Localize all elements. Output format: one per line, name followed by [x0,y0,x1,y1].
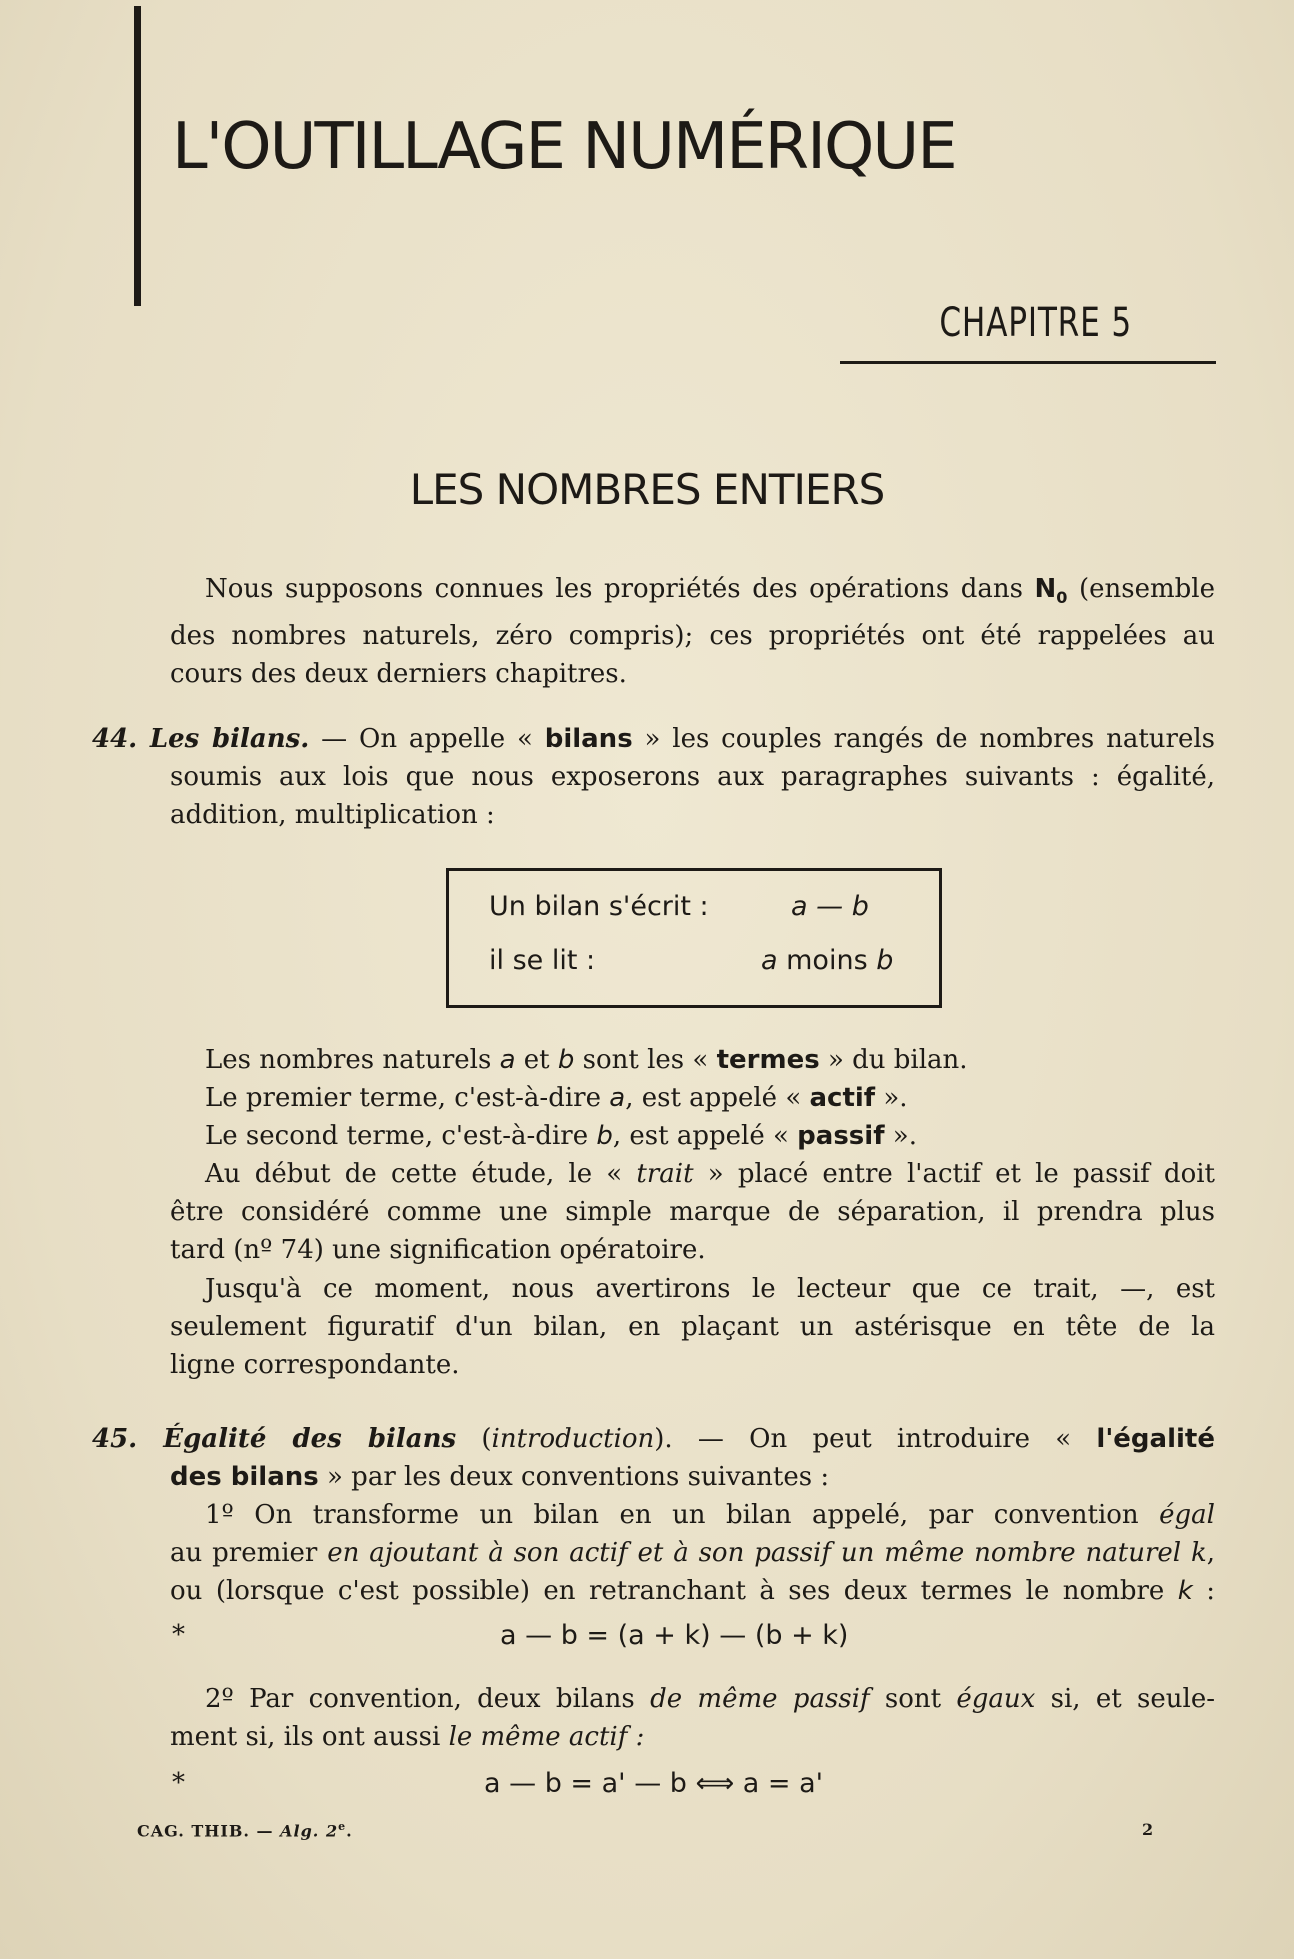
t: k [1177,1576,1193,1606]
s45-line-2 [92,1458,1215,1496]
passif-term: passif [797,1121,885,1151]
t: le même actif : [448,1722,645,1752]
jusqu-line-2: seulement figuratif d'un bilan, en plaçant un astérisque en tête de la [170,1312,1215,1342]
t: » placé entre l'actif et le passif doit [693,1159,1215,1189]
t: , [1206,1538,1215,1568]
s44-text: » les couples rangés de nombres naturels [632,724,1216,754]
t: 1º On transforme un bilan en un bilan appelé, par convention [205,1500,1160,1530]
t: ». [884,1121,917,1151]
terms-paragraph [170,1041,1215,1155]
t: b [557,1045,575,1075]
t: » du bilan. [819,1045,968,1075]
trait-line-2: être considéré comme une simple marque de séparation, il prendra plus [170,1197,1215,1227]
main-title: L'OUTILLAGE NUMÉRIQUE [172,110,956,184]
des-bilans-term: des bilans [170,1462,319,1492]
s45-line-1 [92,1420,1215,1458]
terms-line-1 [170,1041,1215,1079]
t: égal [1159,1500,1215,1530]
t: ou (lorsque c'est possible) en retranchant à ses deux termes le nombre [170,1576,1178,1606]
section-45 [92,1420,1215,1610]
t: ». [875,1083,908,1113]
t: Le premier terme, c'est-à-dire [205,1083,610,1113]
s44-heading: 44. Les bilans. [92,724,310,754]
t: sont les « [574,1045,717,1075]
terms-line-2 [170,1079,1215,1117]
trait-line-1 [170,1155,1215,1193]
conv1-line-1 [92,1496,1215,1534]
box-moins: moins [777,945,877,976]
jusqu-line-1: Jusqu'à ce moment, nous avertirons le lecteur que ce trait, —, est [205,1274,1215,1304]
section-44 [92,720,1215,834]
t: . [346,1821,353,1841]
box-row2-value [761,945,893,976]
box-row1-label: Un bilan s'écrit : [489,891,709,922]
trait-line-3: tard (nº 74) une signification opératoire. [170,1235,706,1265]
t: introduction [491,1424,655,1454]
conv2-line-2 [170,1718,1215,1756]
trait-paragraph [170,1155,1215,1269]
t: Les nombres naturels [205,1045,500,1075]
bilan-definition-box [446,868,942,1008]
termes-term: termes [716,1045,820,1075]
t: si, et seule- [1035,1684,1215,1714]
intro-line-1 [170,570,1215,617]
t: : [1192,1576,1215,1606]
t: Alg. 2 [280,1821,339,1841]
t: a [499,1045,516,1075]
t: , est appelé « [612,1121,798,1151]
box-row2-label: il se lit : [489,945,596,976]
n0-subscript: 0 [1056,588,1068,608]
t: égaux [956,1684,1036,1714]
s44-line-2: soumis aux lois que nous exposerons aux paragraphes suivants : égalité, [170,762,1215,792]
t: sont [869,1684,957,1714]
t: CAG. THIB. — [137,1821,281,1841]
intro-line-3: cours des deux derniers chapitres. [170,659,627,690]
t: de même passif [650,1684,870,1714]
t: e [338,1820,347,1833]
s44-line-1 [92,720,1215,758]
actif-term: actif [809,1083,876,1113]
conv1-line-3 [92,1572,1215,1610]
intro-text: (ensemble [1067,574,1215,604]
box-row1-value: a — b [791,891,869,922]
formula-2: a — b = a' — b ⟺ a = a' [484,1768,824,1799]
page-number: 2 [1142,1820,1155,1839]
intro-text: Nous supposons connues les propriétés des opérations dans [205,574,1035,604]
egalite-term: l'égalité [1096,1424,1215,1454]
intro-line-2: des nombres naturels, zéro compris); ces propriétés ont été rappelées au [170,621,1215,652]
t: en ajoutant à son actif et à son passif un même nombre naturel k [327,1538,1207,1568]
jusqu-line-3: ligne correspondante. [170,1350,460,1380]
s44-line-3: addition, multiplication : [170,800,495,830]
footer-left [137,1820,353,1840]
t: ). — On peut introduire « [654,1424,1097,1454]
s44-text: — On appelle « [309,724,545,754]
n0-symbol: N [1034,574,1057,604]
s45-heading: 45. Égalité des bilans [92,1424,457,1454]
section-title: LES NOMBRES ENTIERS [409,465,885,514]
t: et [515,1045,558,1075]
t: b [596,1121,613,1151]
t: » par les deux conventions suivantes : [318,1462,830,1492]
box-a: a [761,945,778,976]
conv1-line-2 [92,1534,1215,1572]
intro-paragraph [170,570,1215,693]
box-b: b [876,945,894,976]
t: a [609,1083,626,1113]
t: ment si, ils ont aussi [170,1722,449,1752]
title-vertical-rule [134,6,141,306]
bilans-term: bilans [544,724,633,754]
t: au premier [170,1538,328,1568]
chapter-rule [840,361,1216,364]
terms-line-3 [170,1117,1215,1155]
formula-1: a — b = (a + k) — (b + k) [500,1620,849,1651]
trait-term: trait [636,1159,694,1189]
t: Au début de cette étude, le « [205,1159,637,1189]
asterisk-marker: * [172,1620,185,1650]
conv2-line-1 [170,1680,1215,1718]
chapter-label: CHAPITRE 5 [939,300,1132,346]
t: Le second terme, c'est-à-dire [205,1121,597,1151]
t: , est appelé « [625,1083,810,1113]
t: ( [456,1424,492,1454]
convention-2 [170,1680,1215,1756]
asterisk-marker: * [172,1768,185,1798]
t: 2º Par convention, deux bilans [205,1684,651,1714]
jusqu-paragraph [170,1270,1215,1384]
